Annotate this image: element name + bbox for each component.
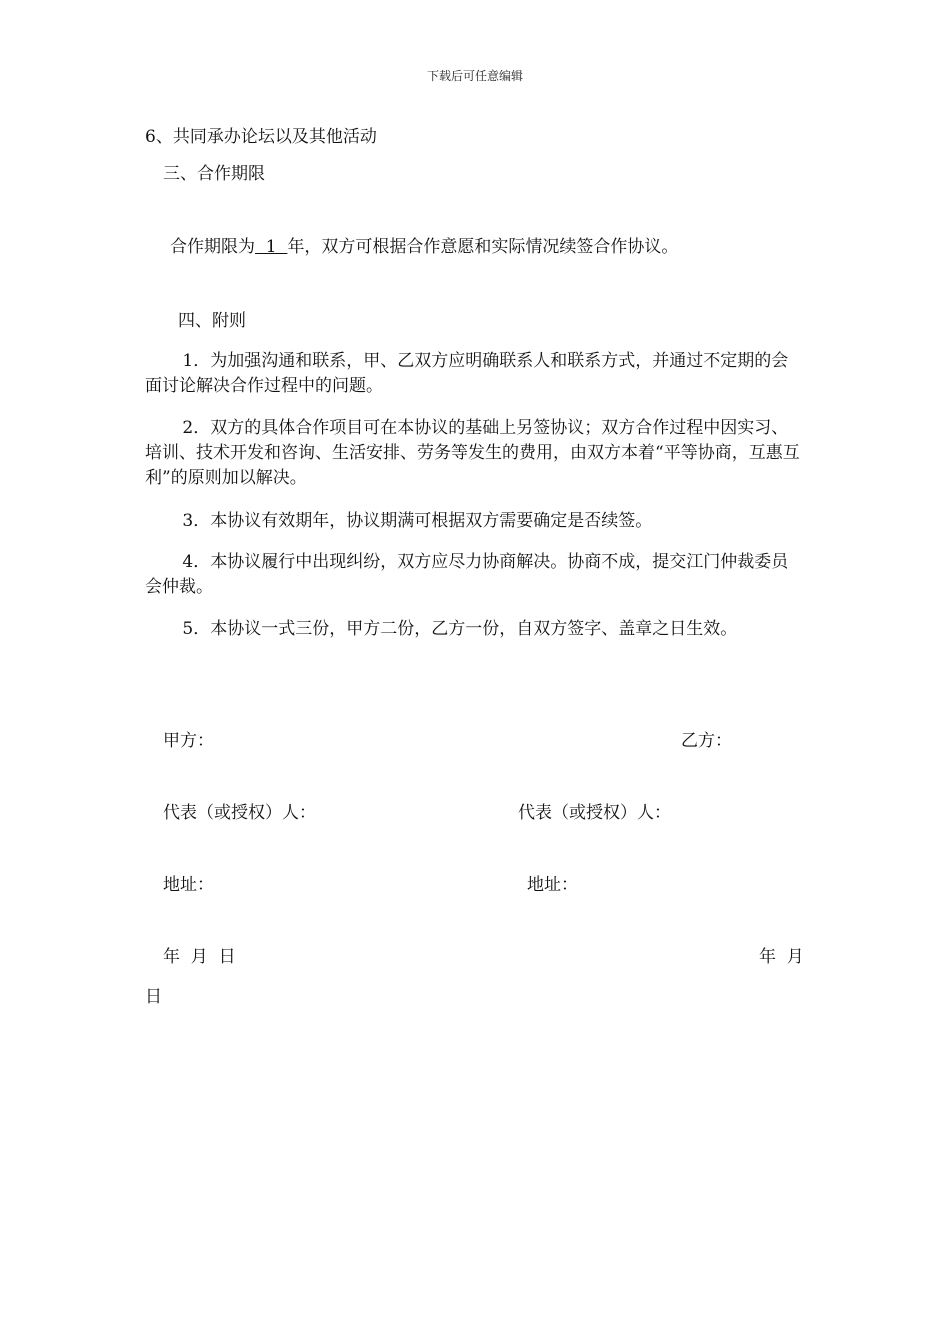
clause-3: 3．本协议有效期年，协议期满可根据双方需要确定是否续签。 <box>182 511 653 531</box>
party-b-date-day: 日 <box>145 987 162 1007</box>
section-3-heading: 三、合作期限 <box>163 164 265 184</box>
clause-2: 2．双方的具体合作项目可在本协议的基础上另签协议；双方合作过程中因实习、培训、技术开发和咨询、生活安排、劳务等发生的费用，由双方本着“平等协商，互惠互利”的原则加以解决。 <box>145 418 800 488</box>
term-post: 年，双方可根据合作意愿和实际情况续签合作协议。 <box>287 237 679 257</box>
section-4-heading: 四、附则 <box>178 311 246 331</box>
party-b-representative: 代表（或授权）人： <box>518 803 671 823</box>
term-pre: 合作期限为 <box>170 237 255 257</box>
party-b-address: 地址： <box>527 875 578 895</box>
page-header: 下载后可任意编辑 <box>426 69 523 83</box>
party-a-address: 地址： <box>163 875 214 895</box>
clause-4: 4．本协议履行中出现纠纷，双方应尽力协商解决。协商不成，提交江门仲裁委员会仲裁。 <box>145 552 789 597</box>
party-a-representative: 代表（或授权）人： <box>163 803 316 823</box>
party-b-label: 乙方： <box>681 731 732 751</box>
term-years-blank: 1 <box>255 237 288 257</box>
clause-5: 5．本协议一式三份，甲方二份，乙方一份，自双方签字、盖章之日生效。 <box>182 619 738 639</box>
party-a-label: 甲方： <box>163 731 214 751</box>
party-a-date: 年 月 日 <box>163 947 236 967</box>
party-b-date: 年 月 <box>759 947 804 967</box>
clause-1: 1．为加强沟通和联系，甲、乙双方应明确联系人和联系方式，并通过不定期的会面讨论解决合作过程中的问题。 <box>145 351 789 396</box>
item-6: 6、共同承办论坛以及其他活动 <box>145 127 377 147</box>
term-sentence <box>170 235 678 260</box>
